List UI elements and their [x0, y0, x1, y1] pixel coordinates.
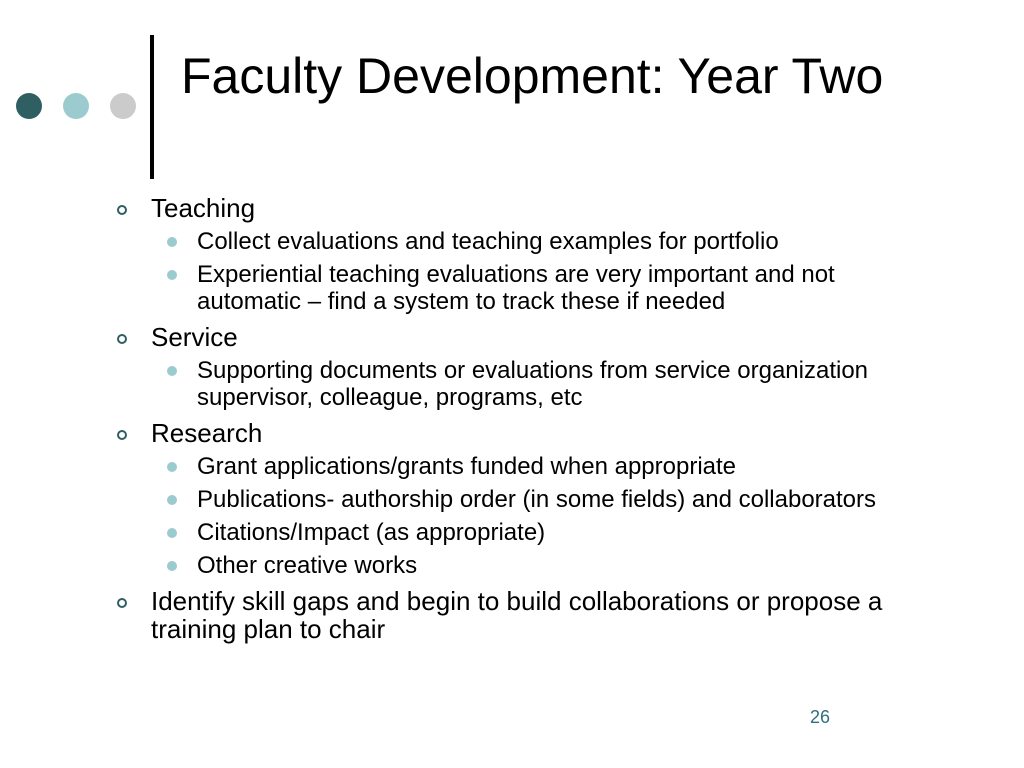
bullet-skill-gaps — [112, 587, 912, 643]
sub-bullet-list — [151, 357, 912, 411]
sub-bullet-item — [151, 228, 912, 255]
sub-bullet-item — [151, 453, 912, 480]
bullet-label: Service — [151, 322, 238, 352]
sub-bullet-item — [151, 357, 912, 411]
page-number: 26 — [810, 707, 831, 727]
decorative-dots — [16, 93, 157, 119]
dot-bullet-icon — [167, 495, 177, 505]
bullet-label: Research — [151, 418, 263, 448]
sub-bullet-item — [151, 486, 912, 513]
bullet-list — [112, 194, 912, 651]
sub-bullet-list — [151, 453, 912, 579]
dot-bullet-icon — [167, 270, 177, 280]
sub-bullet-text: Publications- authorship order (in some fields) and collaborators — [197, 486, 877, 513]
bullet-label: Teaching — [151, 193, 256, 223]
sub-bullet-text: Other creative works — [197, 552, 418, 579]
sub-bullet-item — [151, 519, 912, 546]
dot-gray-icon — [110, 93, 136, 119]
sub-bullet-text: Citations/Impact (as appropriate) — [197, 519, 546, 546]
dot-bullet-icon — [167, 237, 177, 247]
bullet-label: Identify skill gaps and begin to build collaborations or propose a training plan to chair — [151, 586, 883, 644]
sub-bullet-text: Experiential teaching evaluations are very important and not automatic – find a system to track these if needed — [197, 261, 835, 315]
dot-bullet-icon — [167, 366, 177, 376]
dot-bullet-icon — [167, 561, 177, 571]
sub-bullet-list — [151, 228, 912, 315]
bullet-service — [112, 323, 912, 411]
dot-bullet-icon — [167, 462, 177, 472]
bullet-research — [112, 419, 912, 579]
sub-bullet-text: Collect evaluations and teaching examples for portfolio — [197, 228, 779, 255]
bullet-teaching — [112, 194, 912, 315]
dot-bullet-icon — [167, 528, 177, 538]
slide-title: Faculty Development: Year Two — [181, 48, 884, 104]
dot-dark-icon — [16, 93, 42, 119]
sub-bullet-item — [151, 261, 912, 315]
ring-bullet-icon — [117, 205, 127, 215]
sub-bullet-item — [151, 552, 912, 579]
title-divider — [150, 35, 154, 179]
ring-bullet-icon — [117, 334, 127, 344]
ring-bullet-icon — [117, 598, 127, 608]
sub-bullet-text: Grant applications/grants funded when appropriate — [197, 453, 737, 480]
dot-light-icon — [63, 93, 89, 119]
ring-bullet-icon — [117, 430, 127, 440]
sub-bullet-text: Supporting documents or evaluations from service organization supervisor, colleague, programs, etc — [197, 357, 869, 411]
